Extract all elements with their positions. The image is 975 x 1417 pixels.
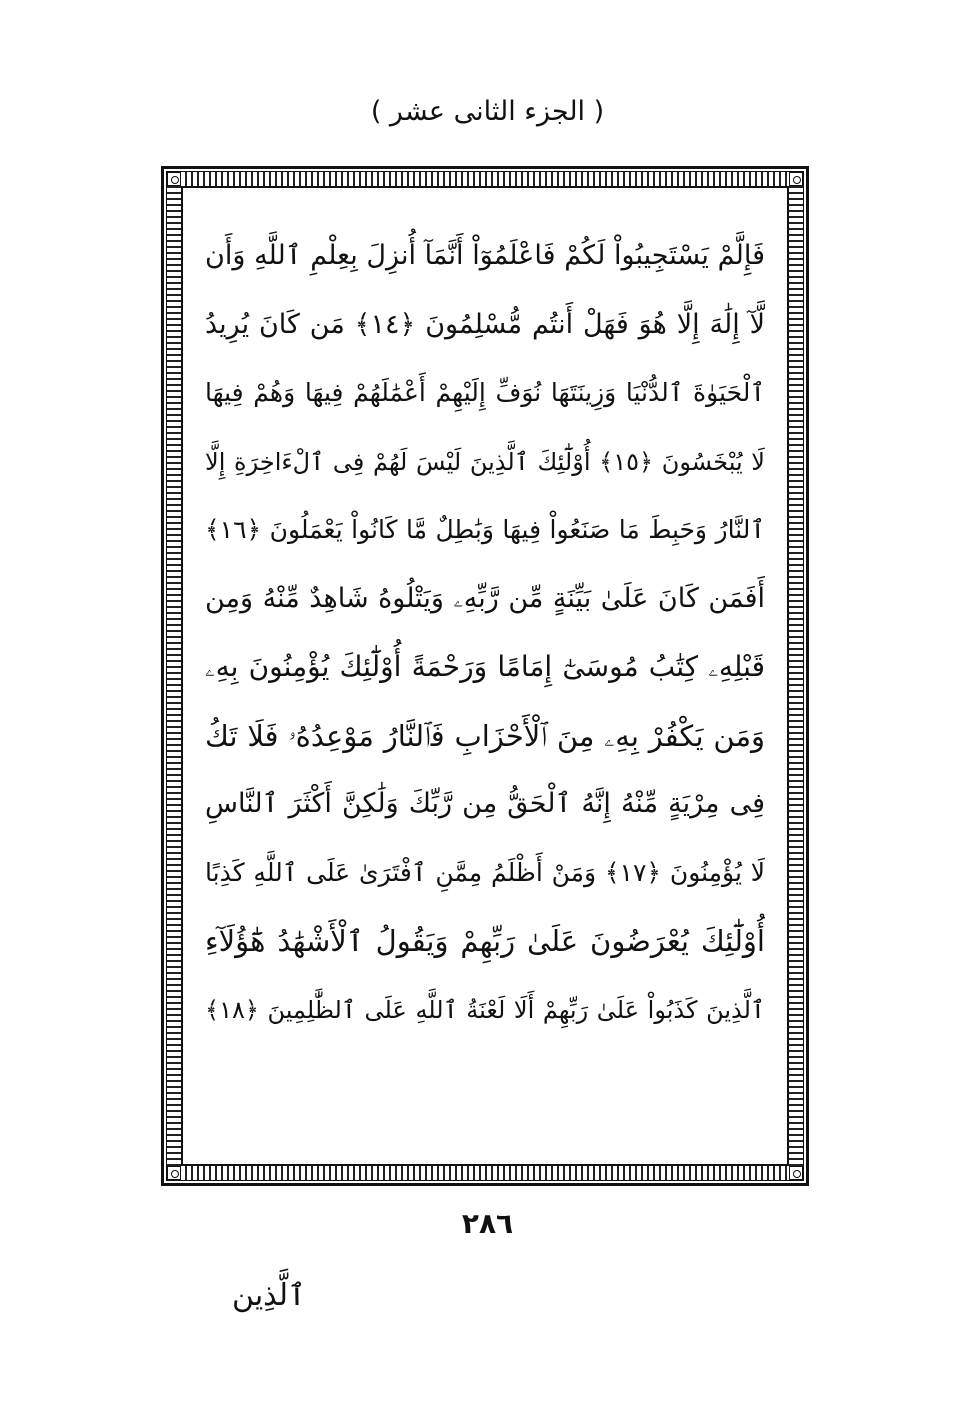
frame-corner-ornament-icon — [167, 172, 181, 186]
text-line: أَفَمَن كَانَ عَلَىٰ بَيِّنَةٍ مِّن رَّبِّهِۦ وَيَتْلُوهُ شَاهِدٌ مِّنْهُ وَمِن — [205, 582, 765, 614]
text-line: ٱلَّذِينَ كَذَبُواْ عَلَىٰ رَبِّهِمْ أَلَا لَعْنَةُ ٱللَّهِ عَلَى ٱلظَّٰلِمِينَ ﴿١٨﴾ — [205, 995, 765, 1024]
text-line: ٱلنَّارُ وَحَبِطَ مَا صَنَعُواْ فِيهَا وَبَٰطِلٌ مَّا كَانُواْ يَعْمَلُونَ ﴿١٦﴾ — [205, 515, 765, 544]
frame-corner-ornament-icon — [789, 172, 803, 186]
text-line: ٱلْحَيَوٰةَ ٱلدُّنْيَا وَزِينَتَهَا نُوَفِّ إِلَيْهِمْ أَعْمَٰلَهُمْ فِيهَا وَهُمْ فِيهَا — [205, 378, 765, 407]
frame-corner-ornament-icon — [167, 1166, 181, 1180]
text-line: قَبْلِهِۦ كِتَٰبُ مُوسَىٰٓ إِمَامًا وَرَحْمَةً أُوْلَٰٓئِكَ يُؤْمِنُونَ بِهِۦ — [205, 650, 765, 683]
text-line: لَّآ إِلَٰهَ إِلَّا هُوَ فَهَلْ أَنتُم مُّسْلِمُونَ ﴿١٤﴾ مَن كَانَ يُرِيدُ — [205, 308, 765, 340]
catchword: ٱلَّذِين — [232, 1278, 306, 1313]
quran-text-block — [205, 222, 765, 1044]
text-line: لَا يُؤْمِنُونَ ﴿١٧﴾ وَمَنْ أَظْلَمُ مِمَّنِ ٱفْتَرَىٰ عَلَى ٱللَّهِ كَذِبًا — [205, 857, 765, 887]
text-line: فِى مِرْيَةٍ مِّنْهُ إِنَّهُ ٱلْحَقُّ مِن رَّبِّكَ وَلَٰكِنَّ أَكْثَرَ ٱلنَّاسِ — [205, 788, 765, 819]
frame-corner-ornament-icon — [789, 1166, 803, 1180]
text-line: لَا يُبْخَسُونَ ﴿١٥﴾ أُوْلَٰٓئِكَ ٱلَّذِينَ لَيْسَ لَهُمْ فِى ٱلْءَاخِرَةِ إِلَّا — [205, 447, 765, 476]
page-number: ٢٨٦ — [461, 1207, 514, 1240]
text-line: وَمَن يَكْفُرْ بِهِۦ مِنَ ٱلْأَحْزَابِ فَٱلنَّارُ مَوْعِدُهُۥ فَلَا تَكُ — [205, 718, 765, 753]
running-header: ( الجزء الثانى عشر ) — [370, 96, 605, 127]
text-line: أُوْلَٰٓئِكَ يُعْرَضُونَ عَلَىٰ رَبِّهِمْ وَيَقُولُ ٱلْأَشْهَٰدُ هَٰٓؤُلَآءِ — [205, 924, 765, 958]
text-line: فَإِلَّمْ يَسْتَجِيبُواْ لَكُمْ فَاعْلَمُوٓاْ أَنَّمَآ أُنزِلَ بِعِلْمِ ٱللَّهِ وَأَن — [205, 240, 765, 271]
